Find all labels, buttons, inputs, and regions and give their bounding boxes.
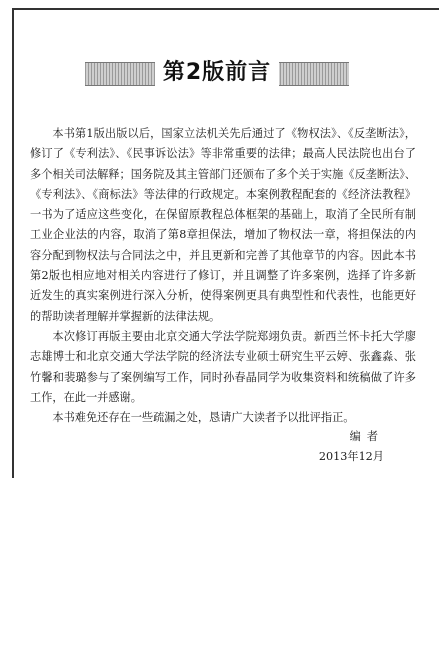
preface-body: [30, 124, 416, 428]
paragraph: 本次修订再版主要由北京交通大学法学院郑翊负责。新西兰怀卡托大学廖志雄博士和北京交通大学法学院的经济法专业硕士研究生平云婷、张鑫淼、张竹馨和裴璐参与了案例编写工作，同时孙春晶同学为收集资料和统稿做了许多工作，在此一并感谢。: [30, 329, 416, 404]
signature-author: 编者: [349, 430, 384, 443]
page-frame-top-rule: [12, 8, 439, 10]
signature-date: 2013年12月: [318, 450, 384, 463]
paragraph: 本书第1版出版以后，国家立法机关先后通过了《物权法》、《反垄断法》，修订了《专利法》、《民事诉讼法》等非常重要的法律；最高人民法院也出台了多个相关司法解释；国务院及其主管部门还颁布了多个关于实施《反垄断法》、《专利法》、《商标法》等法律的行政规定。本案例教程配套的《经济法教程》一书为了适应这些变化，在保留原教程总体框架的基础上，取消了全民所有制工业企业法的内容，取消了第8章担保法，增加了物权法一章，将担保法的内容分配到物权法与合同法之中，并且更新和完善了其他章节的内容。因此本书第2版也相应地对相关内容进行了修订，并且调整了许多案例，选择了许多新近发生的真实案例进行深入分析，使得案例更具有典型性和代表性，也能更好的帮助读者理解并掌握新的法律法规。: [30, 127, 416, 323]
title-band: [85, 58, 349, 88]
page-frame-left-rule: [12, 8, 14, 478]
page-title: 第2版前言: [162, 60, 272, 85]
paragraph: 本书难免还存在一些疏漏之处，恳请广大读者予以批评指正。: [52, 411, 355, 425]
